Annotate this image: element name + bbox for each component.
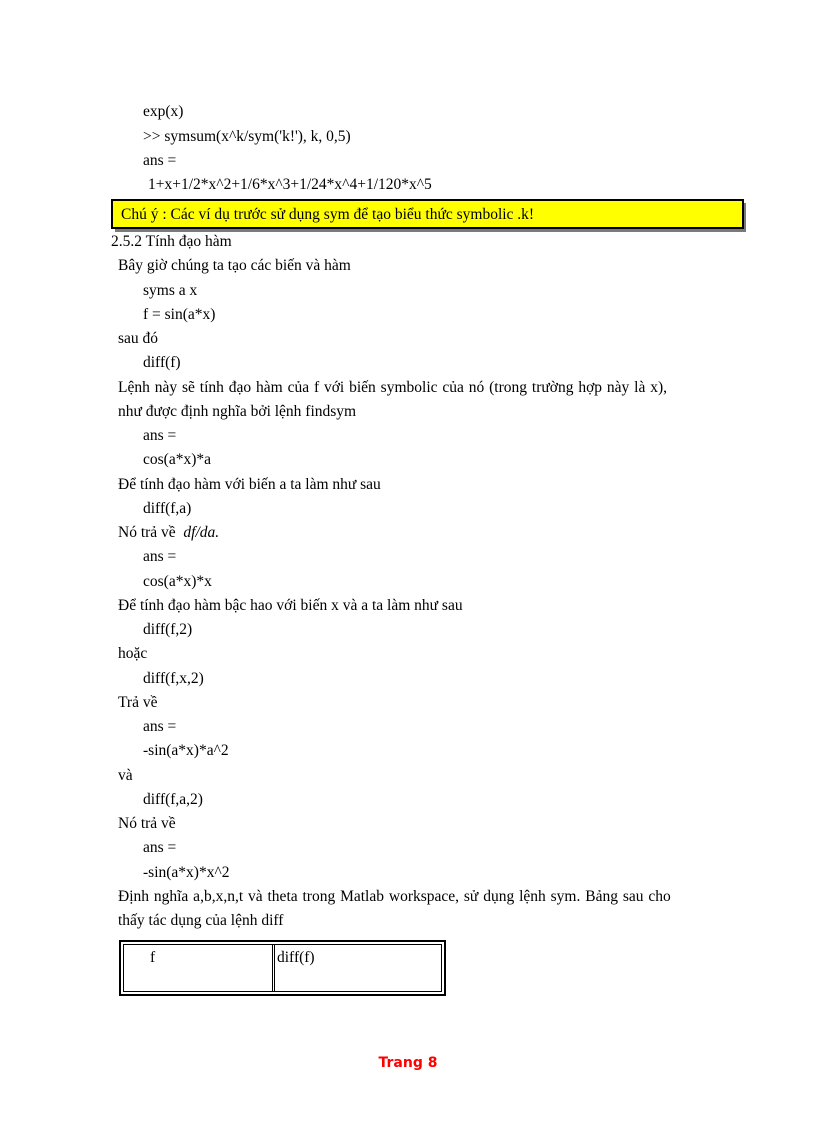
code-line: syms a x [143,282,198,299]
paragraph: sau đó [118,330,159,347]
code-line: ans = [143,839,177,856]
code-line: exp(x) [143,103,184,120]
code-line: cos(a*x)*a [143,451,211,468]
paragraph: thấy tác dụng của lệnh diff [118,912,284,929]
code-line: diff(f,x,2) [143,670,204,687]
paragraph: Bây giờ chúng ta tạo các biến và hàm [118,257,351,274]
code-line: ans = [143,548,177,565]
table-column-divider [272,945,275,991]
paragraph: Định nghĩa a,b,x,n,t và theta trong Matlab workspace, sử dụng lệnh sym. Bảng sau cho [118,888,671,905]
returns-expression: df/da. [183,524,220,541]
paragraph: như được định nghĩa bởi lệnh findsym [118,403,357,420]
paragraph: Nó trả về [118,815,176,832]
section-heading: 2.5.2 Tính đạo hàm [111,233,232,250]
code-line: diff(f) [143,354,181,371]
code-line: -sin(a*x)*a^2 [143,742,229,759]
code-line: cos(a*x)*x [143,573,212,590]
note-box [111,199,744,229]
paragraph [118,523,219,543]
paragraph: và [118,767,133,784]
code-line: f = sin(a*x) [143,306,216,323]
paragraph: Trả về [118,694,158,711]
paragraph: hoặc [118,645,148,662]
table-header-diff: diff(f) [277,949,315,966]
returns-prefix: Nó trả về [118,524,176,541]
page-footer: Trang 8 [378,1055,438,1071]
code-line: ans = [143,152,177,169]
diff-table [119,940,446,996]
code-line: diff(f,a,2) [143,791,203,808]
note-text: Chú ý : Các ví dụ trước sử dụng sym để tạo biểu thức symbolic .k! [121,206,535,223]
code-line: diff(f,2) [143,621,193,638]
paragraph: Để tính đạo hàm bậc hao với biến x và a ta làm như sau [118,597,463,614]
paragraph: Để tính đạo hàm với biến a ta làm như sau [118,476,381,493]
code-line: ans = [143,718,177,735]
code-line: ans = [143,427,177,444]
table-inner-border [123,944,442,992]
paragraph: Lệnh này sẽ tính đạo hàm của f với biến symbolic của nó (trong trường hợp này là x), [118,379,668,396]
code-line: -sin(a*x)*x^2 [143,864,230,881]
code-line: diff(f,a) [143,500,192,517]
code-line: >> symsum(x^k/sym('k!'), k, 0,5) [143,128,351,145]
code-line: 1+x+1/2*x^2+1/6*x^3+1/24*x^4+1/120*x^5 [148,176,432,193]
table-header-f: f [150,949,156,966]
